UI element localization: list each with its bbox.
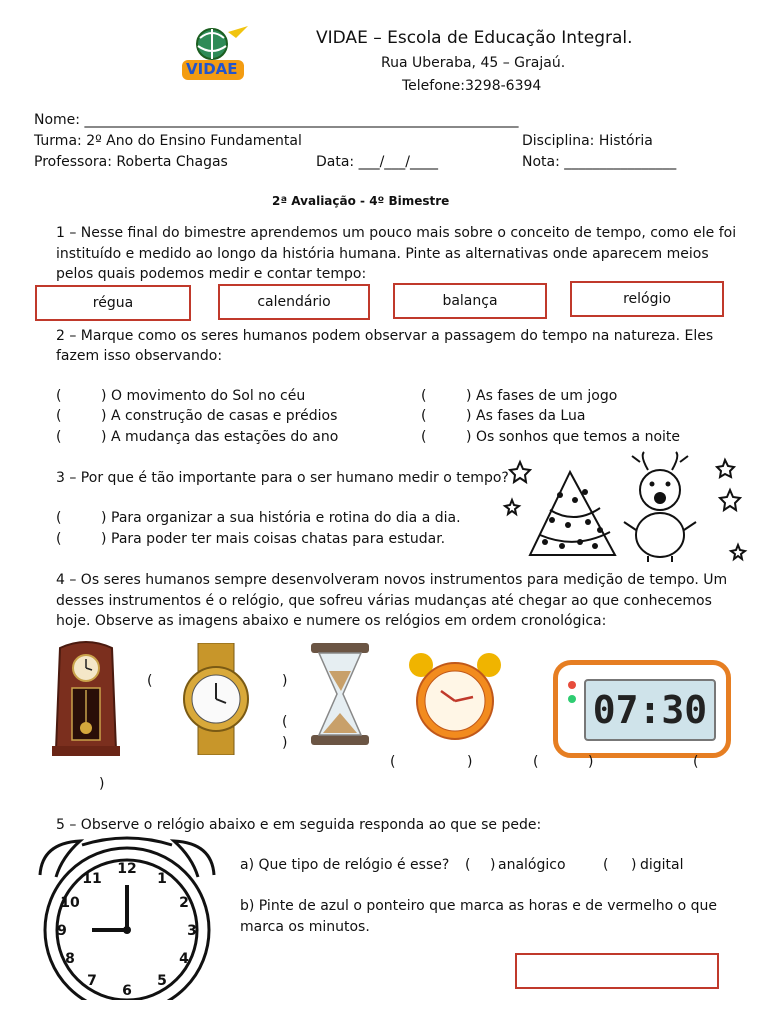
q5-a-paren-2-close[interactable]: ) [631,857,637,873]
q5-a-option-analogico: analógico [498,857,566,873]
status-light-red [568,681,576,689]
q5-b-line1: b) Pinte de azul o ponteiro que marca as horas e de vermelho o que [240,898,718,914]
svg-text:6: 6 [122,983,132,999]
field-professora: Professora: Roberta Chagas [34,154,228,170]
exam-title: 2ª Avaliação - 4º Bimestre [272,194,450,208]
q2-right-item-3[interactable]: ( ) Os sonhos que temos a noite [421,429,681,445]
svg-text:10: 10 [60,895,80,911]
q2-left-item-1[interactable]: ( ) O movimento do Sol no céu [56,388,306,404]
svg-text:9: 9 [57,923,67,939]
svg-text:11: 11 [82,871,102,887]
logo-text: VIDAE [186,60,238,78]
q1-line2: instituído e medido ao longo da história humana. Pinte as alternativas onde aparecem meios [56,246,709,262]
q4-paren-2-close: ) [282,735,288,751]
q4-line1: 4 – Os seres humanos sempre desenvolveram novos instrumentos para medição de tempo. Um [56,572,728,588]
q5-a-question: a) Que tipo de relógio é esse? [240,857,450,873]
field-nota: Nota: ________________ [522,154,677,170]
answer-box[interactable] [515,953,719,989]
q2-right-item-2[interactable]: ( ) As fases da Lua [421,408,586,424]
q1-option-regua[interactable]: régua [35,285,191,321]
q2-line1: 2 – Marque como os seres humanos podem observar a passagem do tempo na natureza. Eles [56,328,714,344]
svg-text:1: 1 [157,871,167,887]
school-logo [178,24,258,84]
field-nome: Nome: ______________________________________________________________ [34,112,519,128]
q1-line3: pelos quais podemos medir e contar tempo: [56,266,367,282]
q5-a-paren-1-close[interactable]: ) [490,857,496,873]
wristwatch-image [176,643,256,755]
christmas-tree-reindeer-illustration [500,450,755,565]
svg-text:7: 7 [87,973,97,989]
svg-text:5: 5 [157,973,167,989]
alarm-clock-image [403,651,509,743]
digital-display [584,679,716,741]
field-turma: Turma: 2º Ano do Ensino Fundamental [34,133,302,149]
q4-paren-5-close: ) [99,776,105,792]
hourglass-image [307,643,373,745]
q1-line1: 1 – Nesse final do bimestre aprendemos um pouco mais sobre o conceito de tempo, como ele foi [56,225,737,241]
status-light-green [568,695,576,703]
field-disciplina: Disciplina: História [522,133,653,149]
q4-paren-2-open: ( [282,714,288,730]
q4-line3: hoje. Observe as imagens abaixo e numere os relógios em ordem cronológica: [56,613,607,629]
q4-paren-4-close: ) [588,754,594,770]
svg-text:2: 2 [179,895,189,911]
q4-line2: desses instrumentos é o relógio, que sofreu várias mudanças até chegar ao que conhecemos [56,593,712,609]
q2-line2: fazem isso observando: [56,348,223,364]
school-phone: Telefone:3298-6394 [402,78,542,94]
q5-b-line2: marca os minutos. [240,919,370,935]
q4-paren-4-open: ( [533,754,539,770]
q3-item-1[interactable]: ( ) Para organizar a sua história e rotina do dia a dia. [56,510,461,526]
svg-text:12: 12 [117,861,137,877]
q2-left-item-2[interactable]: ( ) A construção de casas e prédios [56,408,338,424]
svg-text:4: 4 [179,951,189,967]
q3-item-2[interactable]: ( ) Para poder ter mais coisas chatas para estudar. [56,531,446,547]
q3-line1: 3 – Por que é tão importante para o ser humano medir o tempo? [56,470,509,486]
q5-a-paren-2-open[interactable]: ( [603,857,609,873]
q1-option-relogio[interactable]: relógio [570,281,724,317]
q1-option-calendario[interactable]: calendário [218,284,370,320]
q2-right-item-1[interactable]: ( ) As fases de um jogo [421,388,618,404]
q2-left-item-3[interactable]: ( ) A mudança das estações do ano [56,429,339,445]
q4-paren-5-open: ( [693,754,699,770]
q4-paren-3-open: ( [390,754,396,770]
grandfather-clock-image [40,640,132,758]
digital-time: 07:30 [592,688,708,732]
q1-option-balanca[interactable]: balança [393,283,547,319]
school-address: Rua Uberaba, 45 – Grajaú. [381,55,566,71]
analog-alarm-clock-drawing [22,835,232,1000]
q4-paren-3-close: ) [467,754,473,770]
q4-paren-1-open: ( [147,673,153,689]
school-name: VIDAE – Escola de Educação Integral. [316,28,633,48]
q5-line1: 5 – Observe o relógio abaixo e em seguida responda ao que se pede: [56,817,542,833]
q5-a-option-digital: digital [640,857,684,873]
svg-text:8: 8 [65,951,75,967]
q5-a-paren-1-open[interactable]: ( [465,857,471,873]
field-data: Data: ___/___/____ [316,154,439,170]
q4-paren-1-close: ) [282,673,288,689]
digital-clock-image [553,660,729,756]
svg-text:3: 3 [187,923,197,939]
